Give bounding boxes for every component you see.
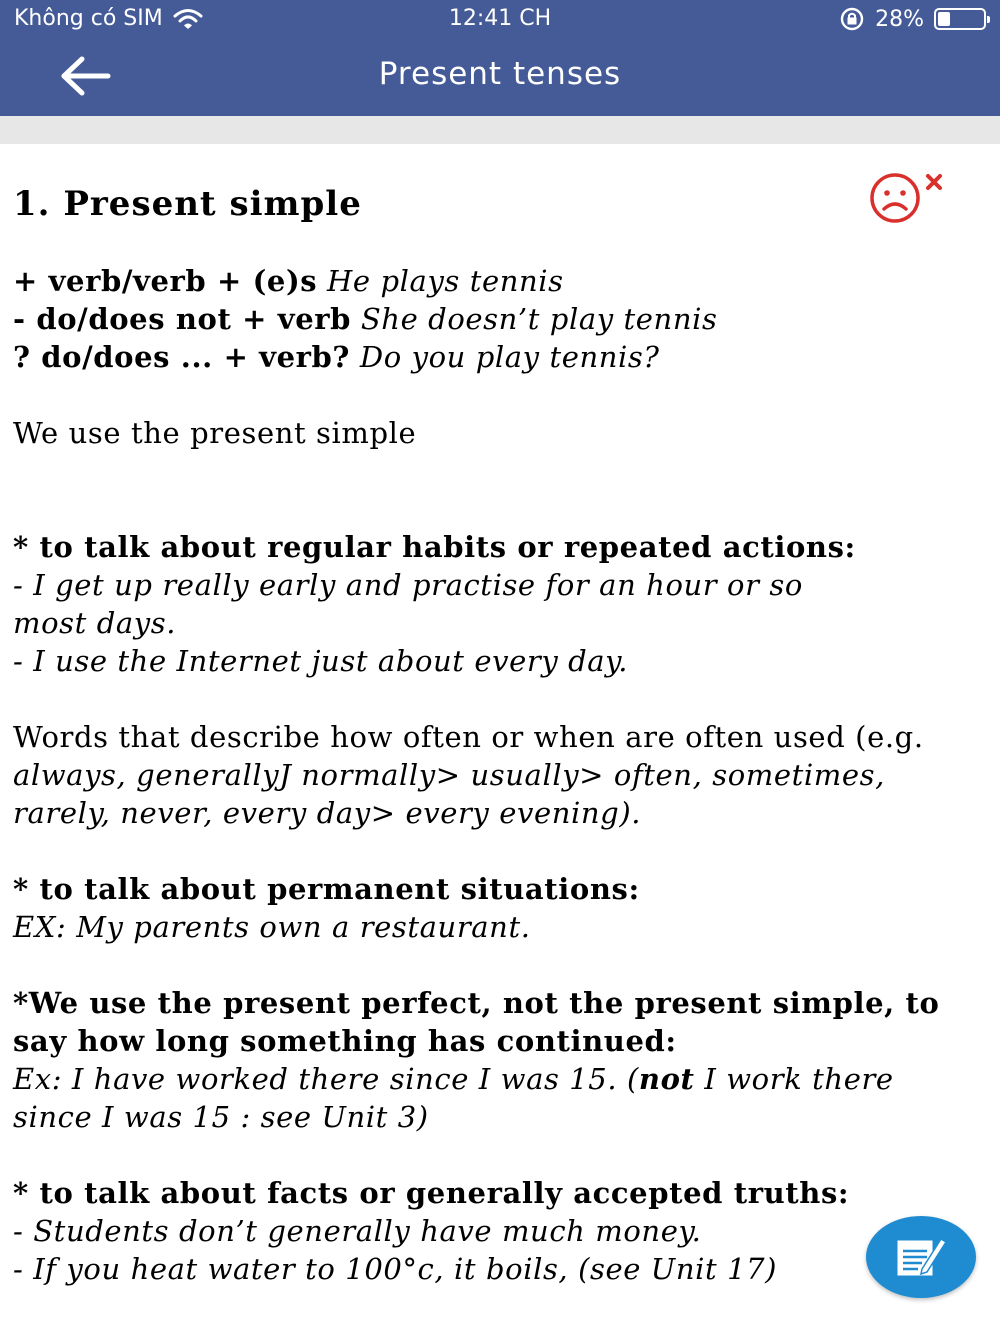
- battery-percent: 28%: [875, 6, 924, 32]
- habits-title: * to talk about regular habits or repeated actions:: [13, 530, 856, 564]
- permanent-title: * to talk about permanent situations:: [13, 872, 640, 906]
- habits-example-1-cont: most days.: [13, 606, 177, 640]
- form-affirmative: + verb/verb + (e)s He plays tennis: [13, 264, 564, 298]
- perfect-example: Ex: I have worked there since I was 15. (not I work there: [13, 1062, 894, 1096]
- frequency-text-3: rarely, never, every day> every evening).: [13, 796, 642, 830]
- form-negative: - do/does not + verb She doesn’t play tennis: [13, 302, 718, 336]
- perfect-example-cont: since I was 15 : see Unit 3): [13, 1100, 429, 1134]
- notes-fab-button[interactable]: [866, 1216, 976, 1298]
- section-heading: 1. Present simple: [13, 184, 362, 224]
- status-bar: [0, 0, 1000, 38]
- facts-title: * to talk about facts or generally accepted truths:: [13, 1176, 850, 1210]
- battery-icon: [934, 8, 986, 30]
- intro-text: We use the present simple: [13, 416, 417, 450]
- battery-fill: [938, 12, 950, 26]
- frequency-text-1: Words that describe how often or when are often used (e.g.: [13, 720, 924, 754]
- habits-example-2: - I use the Internet just about every day.: [13, 644, 629, 678]
- habits-example-1: - I get up really early and practise for an hour or so: [13, 568, 803, 602]
- permanent-example: EX: My parents own a restaurant.: [13, 910, 531, 944]
- status-right-group: [839, 6, 986, 32]
- clock: 12:41 CH: [448, 6, 552, 31]
- rotation-lock-icon: [839, 6, 865, 32]
- header-divider: [0, 116, 1000, 144]
- page-title: Present tenses: [378, 56, 622, 92]
- carrier-text: Không có SIM: [14, 6, 163, 31]
- edit-note-icon: [892, 1233, 950, 1281]
- nav-bar: [0, 38, 1000, 116]
- perfect-title-1: *We use the present perfect, not the present simple, to: [13, 986, 940, 1020]
- frequency-text-2: always, generallyJ normally> usually> often, sometimes,: [13, 758, 885, 792]
- facts-example-1: - Students don’t generally have much money.: [13, 1214, 702, 1248]
- form-question: ? do/does ... + verb? Do you play tennis?: [13, 340, 660, 374]
- facts-example-2: - If you heat water to 100°c, it boils, (see Unit 17): [13, 1252, 778, 1286]
- perfect-title-2: say how long something has continued:: [13, 1024, 677, 1058]
- lesson-content: [13, 160, 988, 1288]
